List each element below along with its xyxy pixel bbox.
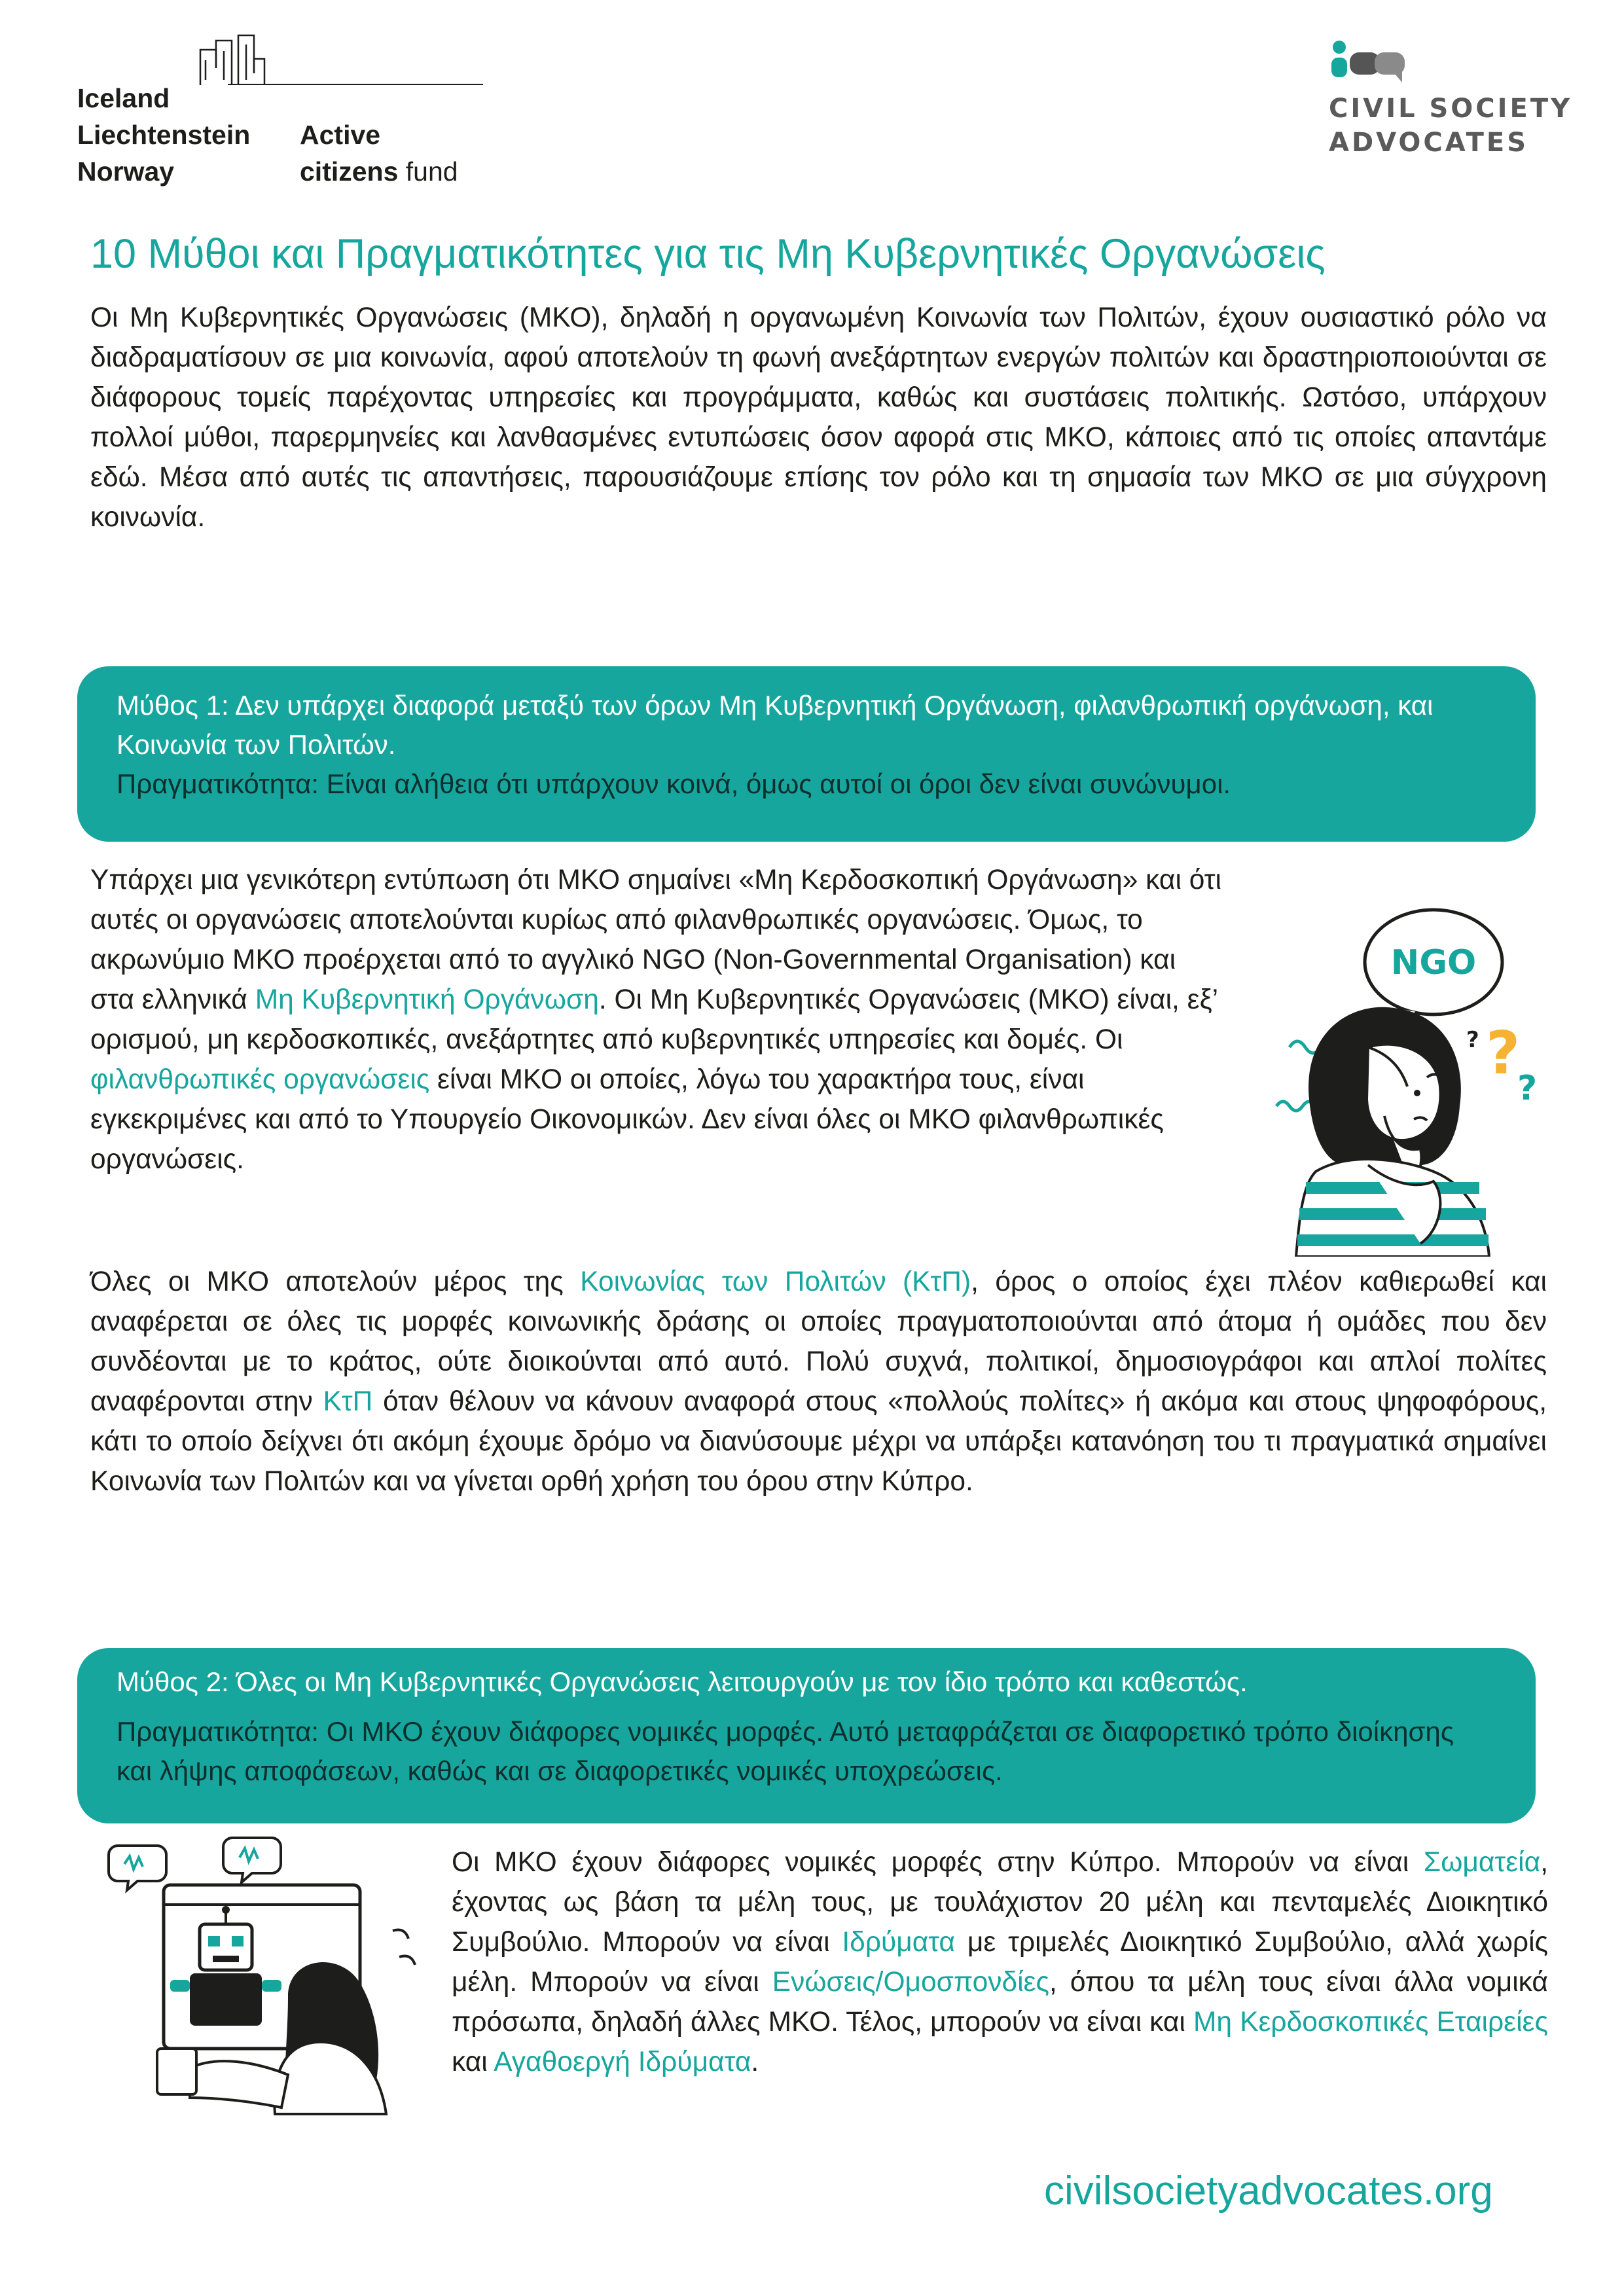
- term-link-nonprofit-companies[interactable]: Μη Κερδοσκοπικές Εταιρείες: [1193, 2007, 1548, 2037]
- text-run: και: [452, 2047, 494, 2077]
- question-mark-tiny-icon: ?: [1466, 1027, 1479, 1053]
- text-run: με τριμελές Διοικητικό Συμβούλιο, αλλά χωρίς μέλη. Μπορούν να είναι: [452, 1927, 1548, 1998]
- text-run: Οι ΜΚΟ έχουν διάφορες νομικές μορφές στην Κύπρο. Μπορούν να είναι: [452, 1847, 1424, 1878]
- active-citizens-fund-logo: [77, 34, 496, 187]
- question-mark-icon: ?: [1486, 1019, 1521, 1088]
- myth-1-box: [77, 666, 1536, 842]
- term-link-civil-society[interactable]: Κοινωνίας των Πολιτών (ΚτΠ): [580, 1266, 971, 1297]
- term-link-ktp[interactable]: ΚτΠ: [323, 1386, 373, 1417]
- country-liechtenstein: Liechtenstein: [77, 120, 251, 150]
- csa-wordmark: [1329, 92, 1572, 160]
- country-norway: Norway: [77, 156, 175, 187]
- text-run: , όπου τα μέλη τους είναι άλλα νομικά πρόσωπα, δηλαδή άλλες ΜΚΟ. Τέλος, μπορούν να είναι και: [452, 1967, 1548, 2037]
- text-run: είναι ΜΚΟ οι οποίες, λόγω του χαρακτήρα τους, είναι εγκεκριμένες και από το Υπουργείο Οικονομικών. Δεν είναι όλες οι ΜΚΟ φιλανθρωπικές οργανώσεις.: [90, 1064, 1164, 1175]
- term-link-federations[interactable]: Ενώσεις/Ομοσπονδίες: [772, 1967, 1049, 1998]
- fund-name-citizens: citizens: [300, 156, 399, 187]
- ngo-bubble-text: NGO: [1390, 943, 1477, 982]
- text-run: Όλες οι ΜΚΟ αποτελούν μέρος της: [90, 1266, 581, 1297]
- text-run: Υπάρχει μια γενικότερη εντύπωση ότι ΜΚΟ σημαίνει «Μη Κερδοσκοπική Οργάνωση» και ότι αυτές οι οργανώσεις αποτελούνται κυρίως από φιλανθρωπικές οργανώσεις. Όμως, το ακρωνύμιο ΜΚΟ προέρχεται από το αγγλικό NGO (Non-Governmental Organisation) και στα ελληνικά: [90, 865, 1221, 1015]
- fund-name-fund: fund: [398, 156, 458, 187]
- term-link-mko[interactable]: Μη Κυβερνητική Οργάνωση: [255, 984, 599, 1015]
- csa-speech-icon: [1329, 39, 1407, 85]
- country-iceland: Iceland: [77, 83, 170, 113]
- myth-1-statement: Μύθος 1: Δεν υπάρχει διαφορά μεταξύ των όρων Μη Κυβερνητική Οργάνωση, φιλανθρωπική οργάνωση, και Κοινωνία των Πολιτών.: [117, 690, 1434, 760]
- speech-bubble-left: [109, 1846, 166, 1890]
- text-run: .: [751, 2047, 759, 2077]
- page-title: 10 Μύθοι και Πραγματικότητες για τις Μη Κυβερνητικές Οργανώσεις: [90, 231, 1326, 277]
- csa-line1: CIVIL SOCIETY: [1329, 94, 1573, 124]
- myth-2-body: [452, 1842, 1548, 2082]
- acf-divider-line: [228, 84, 483, 85]
- myth-1-reality: Πραγματικότητα: Είναι αλήθεια ότι υπάρχουν κοινά, όμως αυτοί οι όροι δεν είναι συνώνυμοι.: [117, 768, 1231, 799]
- term-link-associations[interactable]: Σωματεία: [1423, 1847, 1541, 1878]
- text-run: , έχοντας ως βάση τα μέλη τους, με τουλάχιστον 20 μέλη και πενταμελές Διοικητικό Συμβούλιο. Μπορούν να είναι: [452, 1847, 1548, 1958]
- speech-bubble-right: [223, 1838, 281, 1882]
- myth-1-body-1: [90, 860, 1223, 1179]
- text-run: , όρος ο οποίος έχει πλέον καθιερωθεί και αναφέρεται σε όλες τις μορφές κοινωνικής δράσης οι οποίες πραγματοποιούνται από άτομα ή ομάδες που δεν συνδέονται με το κράτος, ούτε διοικούνται από αυτό. Πολύ συχνά, πολιτικοί, δημοσιογράφοι και απλοί πολίτες αναφέρονται στην: [90, 1266, 1547, 1417]
- question-mark-small-icon: ?: [1517, 1069, 1538, 1108]
- woman-computer-robot-illustration: [92, 1833, 425, 2140]
- text-run: . Οι Μη Κυβερνητικές Οργανώσεις (ΜΚΟ) είναι, εξ’ ορισμού, μη κερδοσκοπικές, ανεξάρτητες από κυβερνητικές υπηρεσίες και δομές. Οι: [90, 984, 1218, 1055]
- myth-2-box: [77, 1648, 1536, 1823]
- myth-1-body-2: [90, 1262, 1547, 1501]
- cup-icon: [157, 2049, 196, 2094]
- term-link-charitable-foundations[interactable]: Αγαθοεργή Ιδρύματα: [494, 2047, 751, 2077]
- csa-line2: ADVOCATES: [1329, 128, 1529, 158]
- myth-2-reality: Πραγματικότητα: Οι ΜΚΟ έχουν διάφορες νομικές μορφές. Αυτό μεταφράζεται σε διαφορετικό τρόπο διοίκησης και λήψης αποφάσεων, καθώς και σε διαφορετικές νομικές υποχρεώσεις.: [117, 1716, 1454, 1786]
- funder-countries: [77, 80, 250, 190]
- myth-2-statement: Μύθος 2: Όλες οι Μη Κυβερνητικές Οργανώσεις λειτουργούν με τον ίδιο τρόπο και καθεστώς.: [117, 1666, 1248, 1697]
- fund-name-line1: Active: [300, 120, 381, 150]
- civil-society-advocates-logo: [1329, 39, 1573, 164]
- text-run: όταν θέλουν να κάνουν αναφορά στους «πολλούς πολίτες» ή ακόμα και στους ψηφοφόρους, κάτι το οποίο δείχνει ότι ακόμη έχουμε δρόμο να διανύσουμε μέχρι να υπάρξει κατανόηση του τι πραγματικά σημαίνει Κοινωνία των Πολιτών και να γίνεται ορθή χρήση του όρου στην Κύπρο.: [90, 1386, 1547, 1497]
- acf-buildings-icon: [199, 34, 356, 86]
- fund-name: [300, 117, 458, 190]
- confused-woman-illustration: [1270, 890, 1545, 1257]
- footer-website-link[interactable]: civilsocietyadvocates.org: [1044, 2168, 1493, 2214]
- term-link-charities[interactable]: φιλανθρωπικές οργανώσεις: [90, 1064, 430, 1095]
- intro-paragraph: Οι Μη Κυβερνητικές Οργανώσεις (ΜΚΟ), δηλαδή η οργανωμένη Κοινωνία των Πολιτών, έχουν ουσιαστικό ρόλο να διαδραματίσουν σε μια κοινωνία, αφού αποτελούν τη φωνή ανεξάρτητων ενεργών πολιτών και δραστηριοποιούνται σε διάφορους τομείς παρέχοντας υπηρεσίες και προγράμματα, καθώς και συστάσεις πολιτικής. Ωστόσο, υπάρχουν πολλοί μύθοι, παρερμηνείες και λανθασμένες εντυπώσεις όσον αφορά στις ΜΚΟ, κάποιες από τις οποίες απαντάμε εδώ. Μέσα από αυτές τις απαντήσεις, παρουσιάζουμε επίσης τον ρόλο και τη σημασία των ΜΚΟ σε μια σύγχρονη κοινωνία.: [90, 302, 1547, 533]
- term-link-foundations[interactable]: Ιδρύματα: [842, 1927, 956, 1958]
